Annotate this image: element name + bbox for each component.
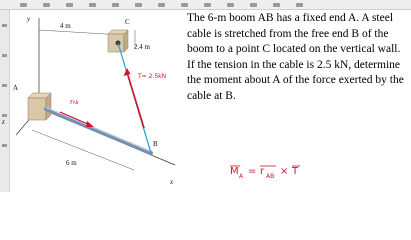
boom-ab [46, 109, 151, 153]
problem-statement: The 6-m boom AB has a fixed end A. A steel cable is stretched from the free end B of the boom to a point C located on the vertical wall. If the tension in the cable is 2.5 kN, determine the moment about A of the force exerted by the cable at B. [187, 12, 404, 102]
slide-marker[interactable] [2, 54, 7, 57]
equation-lhs-subscript: A [239, 173, 244, 180]
r-ab-subscript: AB [72, 100, 79, 105]
toolbar-button[interactable] [227, 3, 234, 7]
toolbar-button[interactable] [89, 3, 96, 7]
slide-marker[interactable] [2, 114, 7, 117]
slide-marker[interactable] [2, 144, 7, 147]
toolbar-button[interactable] [135, 3, 142, 7]
toolbar-button[interactable] [112, 3, 119, 7]
tension-annotation: T= 2.5kN [138, 73, 167, 80]
toolbar-button[interactable] [296, 3, 303, 7]
point-label-c: C [125, 18, 130, 26]
equation-equals: = [248, 166, 257, 177]
wall-block-c [108, 30, 128, 52]
slide-marker[interactable] [2, 84, 7, 87]
toolbar-button[interactable] [250, 3, 257, 7]
r-ab-symbol: r [70, 98, 73, 106]
axis-label-z: z [2, 118, 5, 126]
tension-arrowhead [124, 68, 131, 76]
position-vector-arrowhead [86, 121, 94, 127]
handwritten-moment-equation [230, 166, 310, 188]
tension-arrow [127, 72, 144, 128]
boom-highlight [46, 108, 151, 152]
equation-vector-bars [230, 163, 310, 169]
equation-cross: × [280, 166, 289, 177]
equation-t: T [292, 166, 299, 177]
axis-label-x: x [170, 178, 174, 186]
equation-lhs: M [230, 166, 239, 177]
axis-label-y: y [27, 15, 31, 23]
figure-drawing [10, 10, 185, 192]
wall-block-a [28, 93, 51, 120]
toolbar-button[interactable] [43, 3, 50, 7]
toolbar-button[interactable] [181, 3, 188, 7]
r-ab-annotation [70, 98, 78, 106]
toolbar-button[interactable] [66, 3, 73, 7]
dimension-6m: 6 m [66, 159, 77, 167]
toolbar-button[interactable] [273, 3, 280, 7]
boom-cable-figure [2, 10, 185, 192]
point-label-b: B [153, 140, 158, 148]
toolbar-button[interactable] [204, 3, 211, 7]
toolbar-button[interactable] [20, 3, 27, 7]
dimension-4m: 4 m [60, 22, 71, 30]
equation-r: r [260, 166, 265, 177]
dimension-2-4m: 2.4 m [134, 43, 150, 51]
top-toolbar [0, 0, 411, 10]
point-label-a: A [13, 84, 19, 92]
toolbar-button[interactable] [158, 3, 165, 7]
slide-marker[interactable] [2, 24, 7, 27]
equation-r-subscript: AB [266, 173, 275, 180]
slide-thumbnail-strip[interactable] [0, 10, 10, 192]
dimension-line-6m [32, 130, 134, 170]
